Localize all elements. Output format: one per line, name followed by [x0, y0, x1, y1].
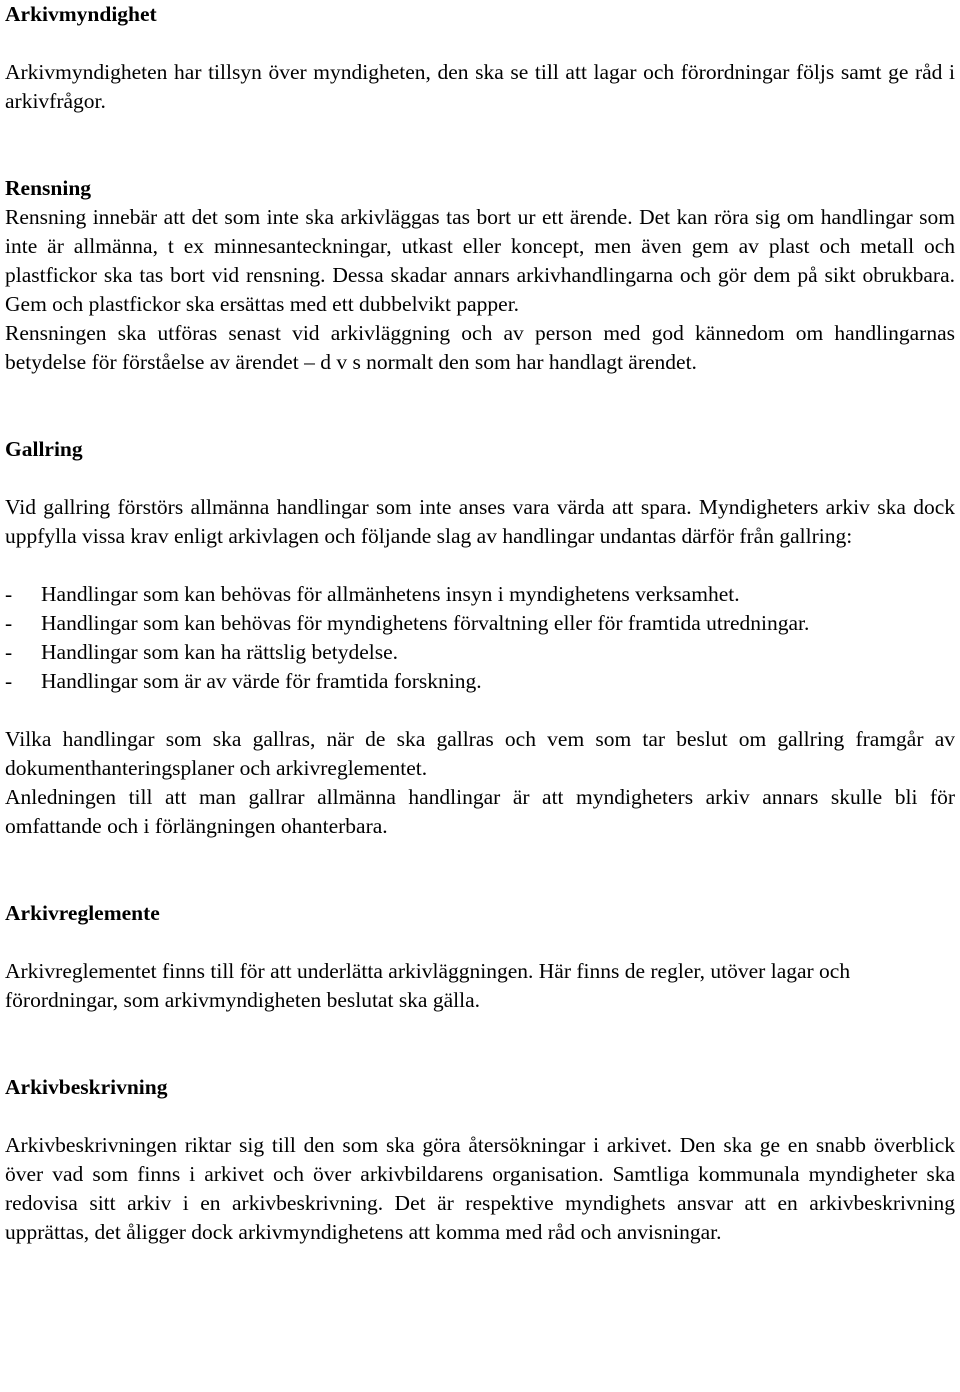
paragraph: Rensning innebär att det som inte ska arkivläggas tas bort ur ett ärende. Det kan röra sig om handlingar som inte är allmänna, t ex minnesanteckningar, utkast eller koncept, men även gem av plast och metall och plastfickor ska tas bort vid rensning. Dessa skadar annars arkivhandlingarna och gör dem på sikt obrukbara. Gem och plastfickor ska ersättas med ett dubbelvikt papper. — [5, 205, 955, 316]
section-rensning — [5, 174, 955, 435]
list-item-text: Handlingar som kan ha rättslig betydelse. — [41, 640, 399, 664]
list-marker: - — [5, 669, 13, 693]
list-item — [5, 667, 955, 696]
paragraph: Vilka handlingar som ska gallras, när de ska gallras och vem som tar beslut om gallring framgår av dokumenthanteringsplaner och arkivreglementet. — [5, 727, 955, 780]
exception-list — [5, 580, 955, 696]
heading-arkivreglemente: Arkivreglemente — [5, 901, 160, 925]
heading-arkivmyndighet: Arkivmyndighet — [5, 2, 157, 26]
paragraph: Arkivbeskrivningen riktar sig till den som ska göra återsökningar i arkivet. Den ska ge en snabb överblick över vad som finns i arkivet och över arkivbildarens organisation. Samtliga kommunala myndigheter ska redovisa sitt arkiv i en arkivbeskrivning. Det är respektive myndighets ansvar att en arkivbeskrivning upprättas, det åligger dock arkivmyndighetens att komma med råd och anvisningar. — [5, 1133, 955, 1244]
paragraph: Anledningen till att man gallrar allmänna handlingar är att myndigheters arkiv annars skulle bli för omfattande och i förlängningen ohanterbara. — [5, 785, 955, 838]
section-arkivreglemente — [5, 899, 955, 1073]
document-page — [5, 0, 955, 1247]
paragraph: Arkivreglementet finns till för att underlätta arkivläggningen. Här finns de regler, utöver lagar och förordningar, som arkivmyndigheten beslutat ska gälla. — [5, 959, 851, 1012]
list-marker: - — [5, 611, 13, 635]
section-gallring — [5, 435, 955, 899]
list-item — [5, 609, 955, 638]
heading-rensning: Rensning — [5, 176, 92, 200]
paragraph: Vid gallring förstörs allmänna handlingar som inte anses vara värda att spara. Myndigheters arkiv ska dock uppfylla vissa krav enligt arkivlagen och följande slag av handlingar undantas därför från gallring: — [5, 495, 955, 548]
section-arkivbeskrivning — [5, 1073, 955, 1247]
heading-gallring: Gallring — [5, 437, 83, 461]
paragraph: Rensningen ska utföras senast vid arkivläggning och av person med god kännedom om handlingarnas betydelse för förståelse av ärendet – d v s normalt den som har handlagt ärendet. — [5, 321, 955, 374]
list-marker: - — [5, 640, 13, 664]
heading-arkivbeskrivning: Arkivbeskrivning — [5, 1075, 168, 1099]
paragraph: Arkivmyndigheten har tillsyn över myndigheten, den ska se till att lagar och förordningar följs samt ge råd i arkivfrågor. — [5, 60, 955, 113]
list-marker: - — [5, 582, 13, 606]
list-item-text: Handlingar som kan behövas för allmänhetens insyn i myndighetens verksamhet. — [41, 582, 740, 606]
list-item — [5, 638, 955, 667]
list-item-text: Handlingar som är av värde för framtida forskning. — [41, 669, 482, 693]
section-arkivmyndighet — [5, 0, 955, 174]
list-item — [5, 580, 955, 609]
list-item-text: Handlingar som kan behövas för myndighetens förvaltning eller för framtida utredningar. — [41, 611, 810, 635]
